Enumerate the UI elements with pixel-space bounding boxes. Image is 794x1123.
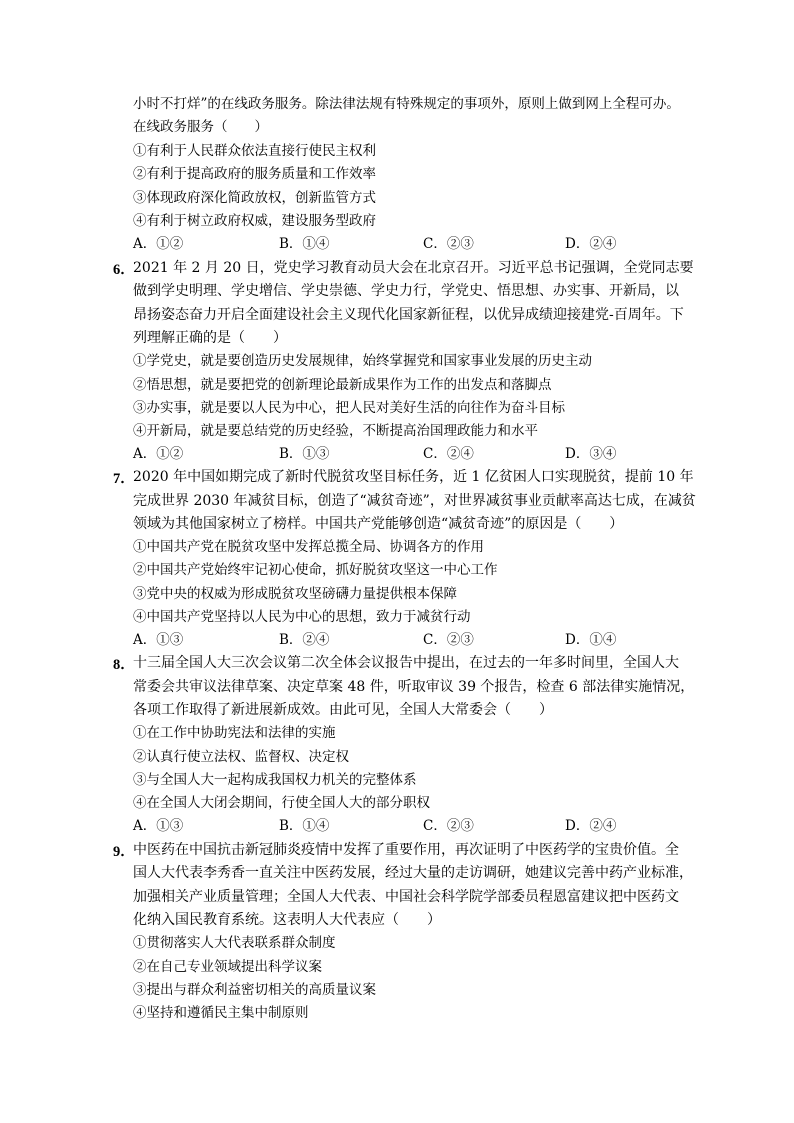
answer-choices xyxy=(133,234,653,254)
choice-d: D．①④ xyxy=(565,632,617,648)
option-line: ②中国共产党始终牢记初心使命，抓好脱贫攻坚这一中心工作 xyxy=(133,562,498,578)
answer-choices xyxy=(133,816,653,836)
question-number: 7． xyxy=(113,471,135,487)
option-line: ④坚持和遵循民主集中制原则 xyxy=(133,1005,309,1021)
question-stem-line: 领域为其他国家树立了榜样。中国共产党能够创造“减贫奇迹”的原因是（ ） xyxy=(133,516,624,532)
option-line: ③体现政府深化简政放权，创新监管方式 xyxy=(133,190,376,206)
choice-c: C．②③ xyxy=(423,818,474,834)
option-line: ②认真行使立法权、监督权、决定权 xyxy=(133,749,349,765)
question-stem-line: 化纳入国民教育系统。这表明人大代表应（ ） xyxy=(133,912,441,928)
choice-d: D．②④ xyxy=(565,818,617,834)
option-line: ④有利于树立政府权威，建设服务型政府 xyxy=(133,213,376,229)
choice-c: C．②④ xyxy=(423,446,474,462)
choice-a: A．①② xyxy=(133,236,184,252)
answer-choices xyxy=(133,444,653,464)
choice-b: B．①④ xyxy=(279,818,330,834)
intro-line: 在线政务服务（ ） xyxy=(133,119,268,135)
question-stem-line: 十三届全国人大三次会议第二次全体会议报告中提出，在过去的一年多时间里，全国人大 xyxy=(133,655,679,671)
choice-b: B．①④ xyxy=(279,236,330,252)
option-line: ④在全国人大闭会期间，行使全国人大的部分职权 xyxy=(133,795,430,811)
question-number: 6． xyxy=(113,262,135,278)
question-stem-line: 2020 年中国如期完成了新时代脱贫攻坚目标任务，近 1 亿贫困人口实现脱贫，提前 10 年 xyxy=(133,469,694,485)
question-stem-line: 昂扬姿态奋力开启全面建设社会主义现代化国家新征程，以优异成绩迎接建党-百周年。下 xyxy=(133,307,684,323)
option-line: ④开新局，就是要总结党的历史经验，不断提高治国理政能力和水平 xyxy=(133,423,538,439)
question-stem-line: 完成世界 2030 年减贫目标，创造了“减贫奇迹”，对世界减贫事业贡献率高达七成，在减贫 xyxy=(133,493,696,509)
question-stem-line: 中医药在中国抗击新冠肺炎疫情中发挥了重要作用，再次证明了中医药学的宝贵价值。全 xyxy=(133,842,679,858)
intro-line: 小时不打烊”的在线政务服务。除法律法规有特殊规定的事项外，原则上做到网上全程可办。 xyxy=(133,96,680,112)
question-stem-line: 加强相关产业质量管理；全国人大代表、中国社会科学院学部委员程恩富建议把中医药文 xyxy=(133,889,679,905)
choice-b: B．②④ xyxy=(279,632,330,648)
option-line: ③提出与群众利益密切相关的高质量议案 xyxy=(133,982,376,998)
option-line: ①在工作中协助宪法和法律的实施 xyxy=(133,725,336,741)
option-line: ③与全国人大一起构成我国权力机关的完整体系 xyxy=(133,772,417,788)
choice-c: C．②③ xyxy=(423,236,474,252)
question-stem-line: 列理解正确的是（ ） xyxy=(133,330,287,346)
option-line: ①有利于人民群众依法直接行使民主权利 xyxy=(133,143,376,159)
question-number: 8． xyxy=(113,657,135,673)
choice-a: A．①③ xyxy=(133,632,184,648)
question-stem-line: 2021 年 2 月 20 日，党史学习教育动员大会在北京召开。习近平总书记强调，全党同志要 xyxy=(133,260,694,276)
question-stem-line: 各项工作取得了新进展新成效。由此可见，全国人大常委会（ ） xyxy=(133,702,553,718)
option-line: ②悟思想，就是要把党的创新理论最新成果作为工作的出发点和落脚点 xyxy=(133,377,552,393)
option-line: ③党中央的权威为形成脱贫攻坚磅礴力量提供根本保障 xyxy=(133,586,457,602)
option-line: ①中国共产党在脱贫攻坚中发挥总揽全局、协调各方的作用 xyxy=(133,539,484,555)
option-line: ②在自己专业领域提出科学议案 xyxy=(133,959,322,975)
question-stem-line: 国人大代表李秀香一直关注中医药发展，经过大量的走访调研，她建议完善中药产业标准， xyxy=(133,865,693,881)
answer-choices xyxy=(133,630,653,650)
option-line: ①学党史，就是要创造历史发展规律，始终掌握党和国家事业发展的历史主动 xyxy=(133,353,592,369)
question-stem-line: 做到学史明理、学史增信、学史崇德、学史力行，学党史、悟思想、办实事、开新局，以 xyxy=(133,283,679,299)
question-number: 9． xyxy=(113,844,135,860)
option-line: ③办实事，就是要以人民为中心，把人民对美好生活的向往作为奋斗目标 xyxy=(133,400,565,416)
choice-a: A．①② xyxy=(133,446,184,462)
choice-a: A．①③ xyxy=(133,818,184,834)
option-line: ①贯彻落实人大代表联系群众制度 xyxy=(133,935,336,951)
question-stem-line: 常委会共审议法律草案、决定草案 48 件，听取审议 39 个报告，检查 6 部法律实施情况， xyxy=(133,679,695,695)
choice-d: D．③④ xyxy=(565,446,617,462)
choice-c: C．②③ xyxy=(423,632,474,648)
choice-d: D．②④ xyxy=(565,236,617,252)
option-line: ④中国共产党坚持以人民为中心的思想，致力于减贫行动 xyxy=(133,609,471,625)
option-line: ②有利于提高政府的服务质量和工作效率 xyxy=(133,166,376,182)
choice-b: B．①③ xyxy=(279,446,330,462)
